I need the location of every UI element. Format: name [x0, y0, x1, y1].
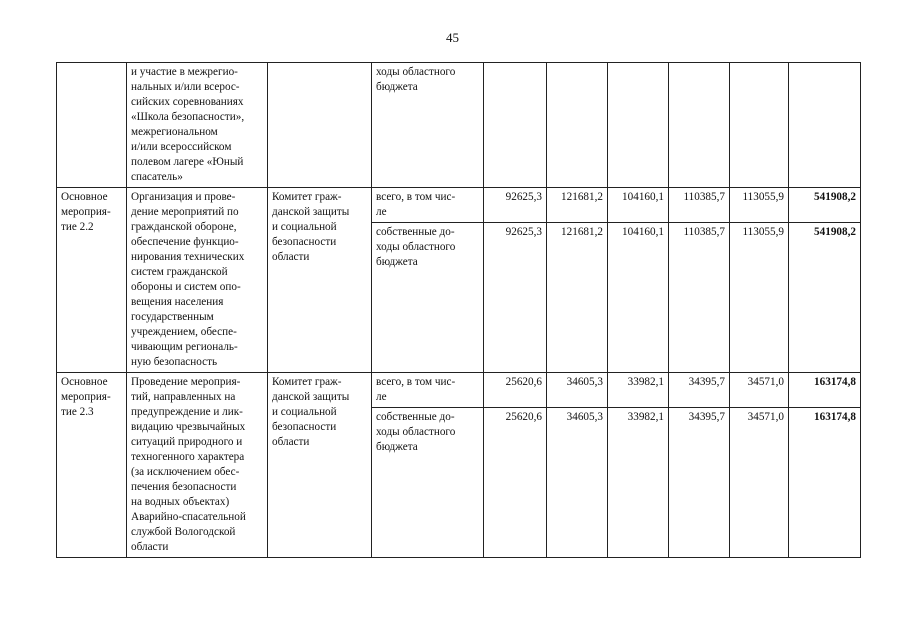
value-cell: 121681,2 — [547, 188, 608, 223]
value-cell: 113055,9 — [730, 188, 789, 223]
source-cell — [372, 63, 484, 188]
code-cell — [57, 188, 127, 373]
value-cell — [484, 63, 547, 188]
value-cell: 34571,0 — [730, 373, 789, 408]
page-number: 45 — [446, 30, 459, 45]
source-cell — [372, 408, 484, 558]
total-cell: 541908,2 — [789, 188, 861, 223]
value-cell: 110385,7 — [669, 188, 730, 223]
value-cell: 92625,3 — [484, 223, 547, 373]
value-cell: 34395,7 — [669, 373, 730, 408]
value-cell: 25620,6 — [484, 408, 547, 558]
value-cell: 33982,1 — [608, 373, 669, 408]
action-text: Проведение мероприя- тий, направленных на предупреждение и лик- видацию чрезвычайных ситуаций природного и техногенного характера (за исключением обес- печения безопасности на водных объектах) Аварийно-спасательной службой Вологодской области — [131, 376, 246, 553]
executor-text: Комитет граж- данской защиты и социальной безопасности области — [272, 376, 350, 448]
table-row-continuation — [57, 63, 861, 188]
total-cell: 541908,2 — [789, 223, 861, 373]
value-cell: 104160,1 — [608, 223, 669, 373]
value-cell: 33982,1 — [608, 408, 669, 558]
value-cell — [669, 63, 730, 188]
code-text: Основное мероприя- тие 2.3 — [61, 376, 111, 418]
budget-table — [56, 62, 861, 558]
action-text: и участие в межрегио- нальных и/или всерос- сийских соревнованиях «Школа безопасности», межрегиональном и/или всероссийском полевом лагере «Юный спасатель» — [131, 66, 245, 183]
total-cell — [789, 63, 861, 188]
source-cell — [372, 188, 484, 223]
value-cell: 34571,0 — [730, 408, 789, 558]
code-cell — [57, 373, 127, 558]
action-cell — [127, 188, 268, 373]
code-text: Основное мероприя- тие 2.2 — [61, 191, 111, 233]
source-text: всего, в том чис- ле — [376, 376, 456, 403]
source-text: собственные до- ходы областного бюджета — [376, 226, 456, 269]
value-cell — [608, 63, 669, 188]
action-text: Организация и прове- дение мероприятий по гражданской обороне, обеспечение функцио- нирования технических систем гражданской обороны и систем опо- вещения населения государственным учреждением, обеспе- чивающим региональ- ную безопасность — [131, 191, 245, 368]
action-cell — [127, 63, 268, 188]
value-cell: 25620,6 — [484, 373, 547, 408]
total-cell: 163174,8 — [789, 408, 861, 558]
table-row — [57, 373, 861, 408]
value-cell: 34605,3 — [547, 408, 608, 558]
action-cell — [127, 373, 268, 558]
total-cell: 163174,8 — [789, 373, 861, 408]
value-cell: 104160,1 — [608, 188, 669, 223]
source-cell — [372, 373, 484, 408]
source-cell — [372, 223, 484, 373]
source-text: собственные до- ходы областного бюджета — [376, 411, 456, 454]
value-cell: 121681,2 — [547, 223, 608, 373]
value-cell — [547, 63, 608, 188]
code-cell — [57, 63, 127, 188]
value-cell: 34605,3 — [547, 373, 608, 408]
executor-cell — [268, 63, 372, 188]
value-cell: 92625,3 — [484, 188, 547, 223]
source-text: ходы областного бюджета — [376, 66, 456, 93]
executor-cell — [268, 188, 372, 373]
executor-cell — [268, 373, 372, 558]
value-cell — [730, 63, 789, 188]
source-text: всего, в том чис- ле — [376, 191, 456, 218]
value-cell: 113055,9 — [730, 223, 789, 373]
value-cell: 110385,7 — [669, 223, 730, 373]
table-row — [57, 188, 861, 223]
value-cell: 34395,7 — [669, 408, 730, 558]
executor-text: Комитет граж- данской защиты и социальной безопасности области — [272, 191, 350, 263]
